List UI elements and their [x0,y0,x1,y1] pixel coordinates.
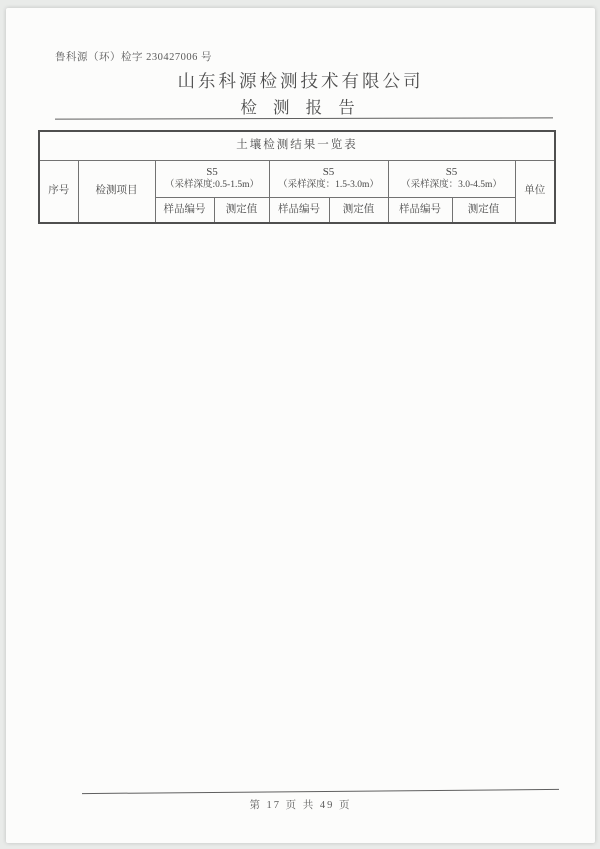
sample-depth-label: （采样深度:0.5-1.5m） [165,180,259,191]
sample-point-label: S5 [445,166,458,179]
header-rule [55,117,553,119]
col-header-sample-id-2: 样品编号 [269,197,329,223]
col-header-value-1: 测定值 [214,197,269,223]
col-group-s5-depth1 [155,160,269,197]
col-header-sample-id-1: 样品编号 [155,197,214,223]
col-header-item: 检测项目 [78,160,155,223]
col-header-unit: 单位 [515,160,555,223]
col-group-s5-depth3 [388,160,515,197]
page-footer: 第 17 页 共 49 页 [249,800,352,811]
col-group-s5-depth2 [269,160,388,197]
table-group-header-row [39,160,555,197]
col-header-serial: 序号 [39,160,78,223]
footer-rule [82,789,559,794]
col-header-value-2: 测定值 [329,197,388,223]
col-header-sample-id-3: 样品编号 [388,197,452,223]
sample-point-label: S5 [206,166,218,179]
report-number: 鲁科源（环）检字 230427006 号 [55,52,212,63]
sample-depth-label: （采样深度：3.0-4.5m） [401,180,502,191]
document-title: 检 测 报 告 [240,98,361,117]
col-header-value-3: 测定值 [452,197,515,223]
table-title: 土壤检测结果一览表 [39,131,555,160]
sample-point-label: S5 [322,166,335,179]
company-name: 山东科源检测技术有限公司 [177,71,424,91]
soil-results-table [38,130,556,224]
sample-depth-label: （采样深度：1.5-3.0m） [278,180,379,191]
table-title-row [39,131,555,160]
report-page [6,8,595,843]
